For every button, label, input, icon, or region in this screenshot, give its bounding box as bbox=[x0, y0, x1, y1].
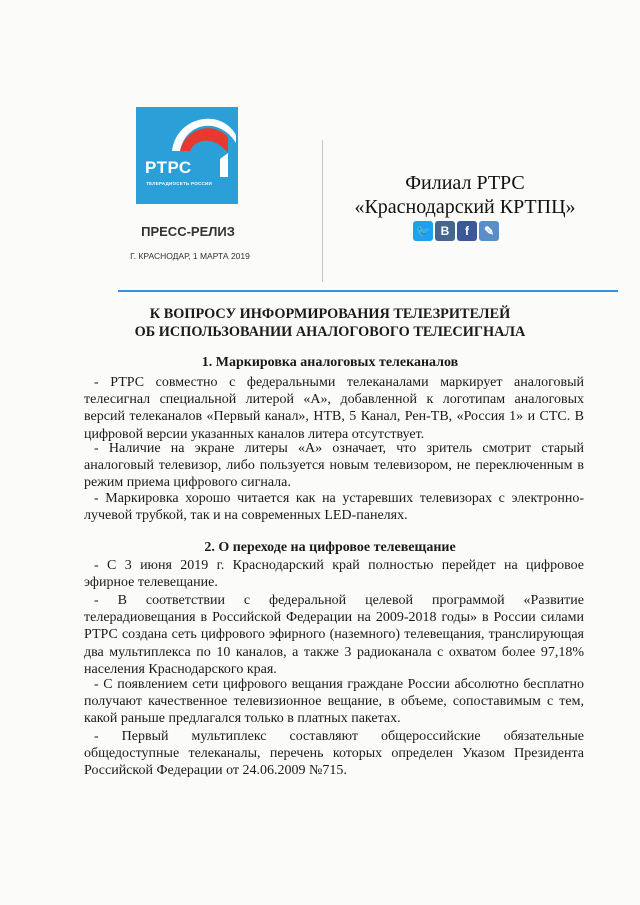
header-divider bbox=[322, 140, 323, 282]
section-2-paragraph-3: - С появлением сети цифрового вещания граждане России абсолютно бесплатно получают качественное телевизионное вещание, в объеме, сопоставимым с тем, какой раньше предлагался только в платных пакетах. bbox=[84, 677, 584, 727]
city-date: Г. КРАСНОДАР, 1 МАРТА 2019 bbox=[130, 251, 250, 261]
vk-icon[interactable]: В bbox=[435, 221, 455, 241]
twitter-icon[interactable]: 🐦 bbox=[413, 221, 433, 241]
link-icon[interactable]: ✎ bbox=[479, 221, 499, 241]
header-rule bbox=[118, 290, 618, 292]
title-line-2: ОБ ИСПОЛЬЗОВАНИИ АНАЛОГОВОГО ТЕЛЕСИГНАЛА bbox=[134, 324, 526, 340]
section-1-heading: 1. Маркировка аналоговых телеканалов bbox=[201, 355, 459, 370]
section-1-paragraph-2: - Наличие на экране литеры «А» означает, что зритель смотрит старый аналоговый телевизор, либо пользуется новым телевизором, не переключенным в режим приема цифрового сигнала. bbox=[84, 441, 584, 491]
facebook-icon[interactable]: f bbox=[457, 221, 477, 241]
section-2-heading: 2. О переходе на цифровое телевещание bbox=[204, 540, 456, 555]
section-2-paragraph-4: - Первый мультиплекс составляют общероссийские обязательные общедоступные телеканалы, перечень которых определен Указом Президента Российской Федерации от 24.06.2009 №715. bbox=[84, 729, 584, 779]
branch-name-line2: «Краснодарский КРТПЦ» bbox=[354, 196, 576, 218]
document-title bbox=[100, 305, 560, 341]
section-2-paragraph-2: - В соответствии с федеральной целевой программой «Развитие телерадиовещания в Российской Федерации на 2009-2018 годы» в России силами РТРС создана сеть цифрового эфирного (наземного) телевещания, транслирующая два мультиплекса по 10 каналов, а также 3 радиоканала с охватом более 97,18% населения Краснодарского края. bbox=[84, 593, 584, 677]
press-release-label: ПРЕСС-РЕЛИЗ bbox=[141, 224, 235, 239]
section-2-paragraph-1: - С 3 июня 2019 г. Краснодарский край полностью перейдет на цифровое эфирное телевещание. bbox=[84, 558, 584, 591]
logo-text: РТРС bbox=[145, 158, 192, 177]
title-line-1: К ВОПРОСУ ИНФОРМИРОВАНИЯ ТЕЛЕЗРИТЕЛЕЙ bbox=[149, 306, 511, 322]
logo-subtitle: ТЕЛЕРАДИОСЕТЬ РОССИИ bbox=[146, 181, 213, 186]
section-1-paragraph-3: - Маркировка хорошо читается как на устаревших телевизорах с электронно-лучевой трубкой, так и на современных LED-панелях. bbox=[84, 491, 584, 524]
section-1-paragraph-1: - РТРС совместно с федеральными телеканалами маркирует аналоговый телесигнал специальной литерой «А», добавленной к логотипам аналоговых версий телеканалов «Первый канал», НТВ, 5 Канал, Рен-ТВ, «Россия 1» и СТС. В цифровой версии указанных каналов литера отсутствует. bbox=[84, 375, 584, 442]
branch-name-line1: Филиал РТРС bbox=[405, 172, 525, 194]
rtrs-logo bbox=[136, 107, 238, 204]
